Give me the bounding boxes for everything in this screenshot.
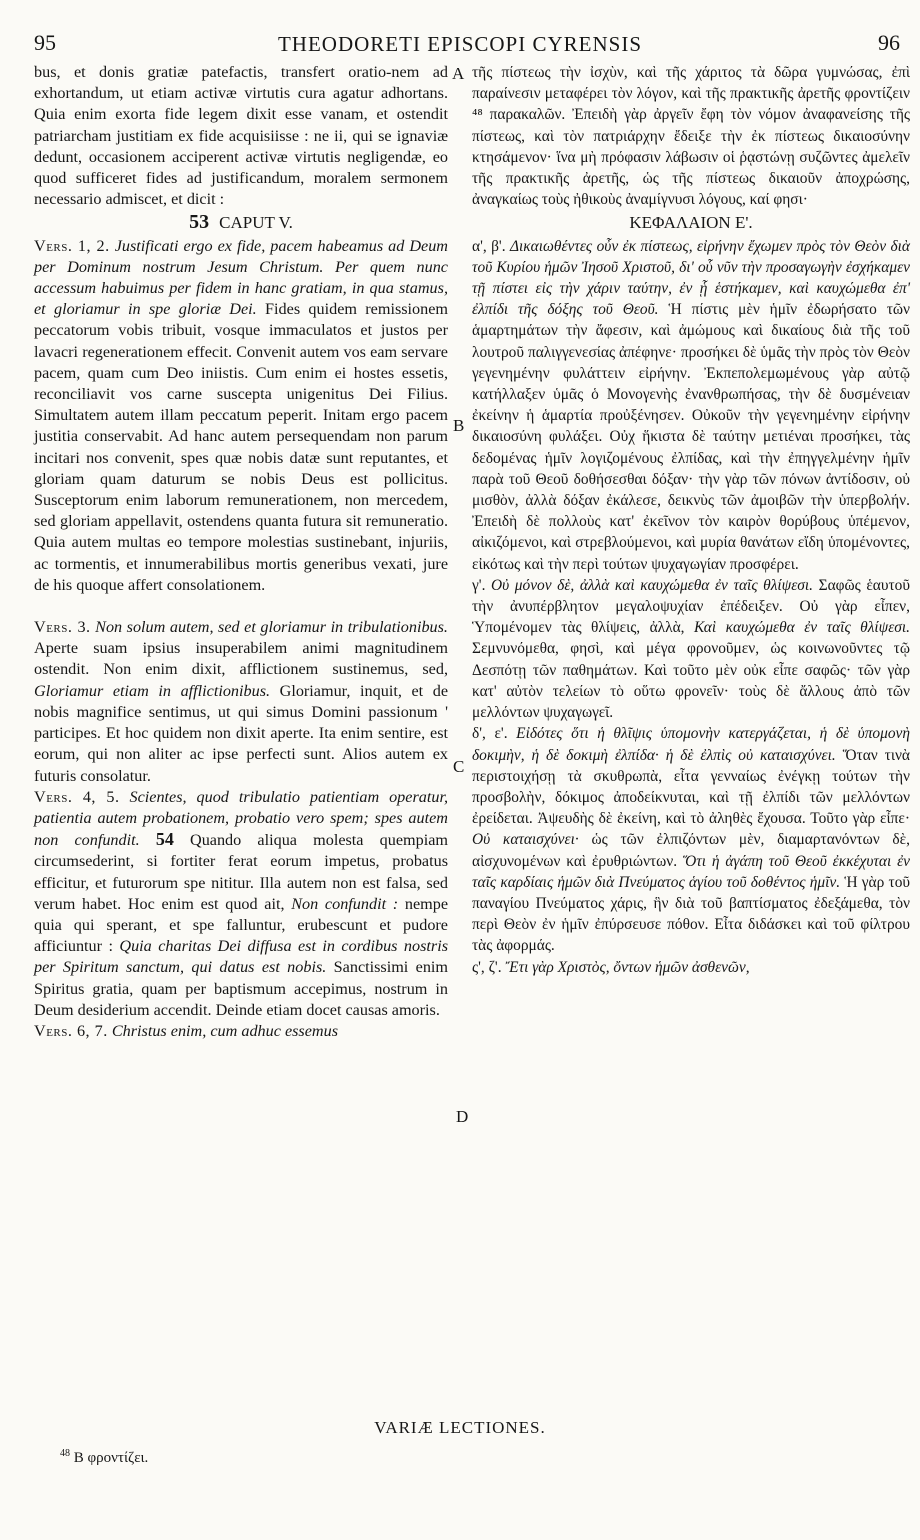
margin-letter-a: A [452,64,465,83]
verse-lemma: Ἔτι γὰρ Χριστὸς, ὄντων ἡμῶν ἀσθενῶν, [505,958,750,976]
commentary-text: Ἡ πίστις μὲν ἡμῖν ἐδωρήσατο τῶν ἁμαρτημάτων τὴν ἄφεσιν, καὶ ἀμώμους καὶ δικαίους διὰ τῆς τοῦ λουτροῦ παλιγγενεσίας ἀπέφηνε· προσήκει δὲ ὑμᾶς τὴν πρὸς τὸν Θεὸν γεγενημένην φυλάττειν εἰρήνην. Ἐκπεπολεμωμένους γὰρ αὐτῷ κατήλλαξεν ὑμᾶς ὁ Μονογενὴς ἐνανθρωπήσας, τὴν δὲ δυσμένειαν ἐκείνην ἡ ἁμαρτία προὐξένησεν. Οὐκοῦν τὴν γεγενημένην εἰρήνην δικαιοσύνη φυλάξει. Οὐχ ἥκιστα δὲ ταύτην μετιέναι προσήκει, τὰς δεδομένας ἡμῖν λογιζομένους ἐλπίδας, καὶ τὴν ἐπηγγελμένην ἡμῖν παρὰ τοῦ Θεοῦ δοθήσεσθαι δόξαν· τὴν γὰρ τῶν πόνων ἀντίδοσιν, οὐ μισθὸν, ἀλλὰ δόξαν ἐκάλεσε, δεικνὺς τῶν ἀμοιβῶν τὴν ὑπερβολήν. Ἐπειδὴ δὲ πολλοὺς κατ' ἐκεῖνον τὸν καιρὸν θορύβους ὑπέμενον, αἰκιζόμενοι, καὶ στρεβλούμενοι, καὶ μυρία θανάτων εἴδη ὑπομένοντες, εἰκότως καὶ τὴν περὶ τούτων ψυχαγωγίαν προσφέρει. [472,301,910,573]
commentary-text: Ἡ γὰρ τοῦ παναγίου Πνεύματος χάρις, ἣν διὰ τοῦ βαπτίσματος ἐδεξάμεθα, τὸν περὶ Θεὸν ἐν ἡμῖν ἐπύρσευσε πόθον. Εἶτα διδάσκει καὶ τοῦ φίλτρου τὰς ἀφορμάς. [472,873,911,955]
verse-label: Vers. 3. [34,618,91,637]
greek-verse-6-7 [472,957,910,978]
latin-verse-3 [34,617,448,787]
margin-letter-c: C [453,757,465,776]
verse-label: α', β'. [472,237,506,255]
verse-label: γ'. [472,576,486,594]
footnote-text: B φροντίζει. [73,1450,149,1466]
latin-chapter-title: CAPUT V. [219,213,293,233]
verse-label: Vers. 6, 7. [34,1021,108,1040]
latin-verse-1-2 [34,236,448,596]
column-number-53: 53 [189,211,210,234]
latin-verse-4-5 [34,787,448,1021]
commentary-text: Gloriamur, inquit, et de nobis magnifice sentimus, ut qui simus Domini passionum ' participes. Et hoc quidem non dixit aperte. Ita enim sentire, est eorum, qui non aliter ac ipse perfecti sunt. Alios autem ex futuris consolatur. [34,681,449,785]
commentary-text: Σαφῶς ἑαυτοῦ τὴν ἀνυπέρβλητον μεγαλοψυχίαν ἐπέδειξεν. Οὐ γὰρ εἶπεν, Ὑπομένομεν τὰς θλίψεις, ἀλλὰ, [472,576,910,637]
verse-lemma: Justificati ergo ex fide, pacem habeamus ad Deum per Dominum nostrum Jesum Christum. Per quem nunc accessum habuimus per fidem in hanc gratiam, in qua stamus, et gloriamur in spe gloriæ Dei. [34,236,448,319]
commentary-text: Aperte suam ipsius insuperabilem animi magnitudinem ostendit. Non enim dixit, afflictionem sustinemus, sed, [34,639,448,679]
verse-label: Vers. 1, 2. [34,236,110,255]
verse-label: ς', ζ'. [472,958,502,976]
commentary-text: Sanctissimi enim Spiritus gratia, quam per baptismum accepimus, nostrum in Deum desiderium accendit. Deinde etiam docet causas amoris. [34,958,449,1019]
latin-chapter-heading [34,212,448,233]
scripture-quote: Gloriamur etiam in afflictionibus. [34,681,271,700]
verse-label: δ', ε'. [472,725,508,743]
scripture-quote: Quia charitas Dei diffusa est in cordibus nostris per Spiritum sanctum, qui datus est nobis. [34,937,448,977]
scripture-quote: Non confundit : [291,894,399,913]
latin-column [34,62,448,1042]
commentary-text: ὡς τῶν ἐλπιζόντων μὲν, διαμαρτανόντων δὲ, αἰσχυνομένων καὶ ἐρυθριώντων. [472,831,910,870]
commentary-text: Σεμνυνόμεθα, φησὶ, καὶ μέγα φρονοῦμεν, ὡς κοινωνοῦντες τῷ Δεσπότῃ τῶν παθημάτων. Καὶ τοῦτο μὲν οὐκ εἶπε σαφῶς· τῶν γὰρ κατ' αὐτὸν τελείων τὸ οὕτω φρονεῖν· τοὺς δὲ ἄλλους ἀπὸ τῶν μελλόντων ψυχαγωγεῖ. [472,640,910,722]
greek-verse-3 [472,575,910,723]
greek-verse-4-5 [472,723,910,956]
running-header [0,30,920,60]
greek-intro: τῆς πίστεως τὴν ἰσχὺν, καὶ τῆς χάριτος τὰ δῶρα γυμνώσας, ἐπὶ παραίνεσιν μεταφέρει τὸν λόγον, καὶ τῆς πρακτικῆς ἀρετῆς φροντίζειν ⁴⁸ παρακαλῶν. Ἐπειδὴ γὰρ ἀργεῖν ἔφη τὸν νόμον ἀναφανείσης τῆς πίστεως, καὶ τὸν πατριάρχην ἔδειξε τὴν ἐκ πίστεως δικαιοσύνην κτησάμενον· ἵνα μὴ πρόφασιν λάβωσιν οἱ ῥᾳστώνῃ συζῶντες ἀμελεῖν τῆς πρακτικῆς ἀρετῆς, ὡς τῆς πίστεως δικαιοῦν ἀποχρώσης, ἀναγκαίως τοὺς ἠθικοὺς ἀναμίγνυσι λόγους, καί φησι· [472,64,910,209]
commentary-text: nempe quia qui sperant, et spe falluntur, erubescunt et pudore afficiuntur : [34,894,449,956]
running-title: THEODORETI EPISCOPI CYRENSIS [277,32,643,56]
scripture-quote: Καὶ καυχώμεθα ἐν ταῖς θλίψεσι. [693,619,910,637]
column-number-54: 54 [155,829,174,850]
margin-letter-b: B [453,416,465,435]
verse-lemma: Non solum autem, sed et gloriamur in tribulationibus. [95,618,448,637]
page-number-left: 95 [34,30,56,55]
latin-verse-6-7 [34,1021,448,1042]
verse-lemma: Scientes, quod tribulatio patientiam operatur, patientia autem probationem, probatio vero spem; spes autem non confundit. [34,787,448,850]
greek-column [472,62,910,978]
verse-lemma: Δικαιωθέντες οὖν ἐκ πίστεως, εἰρήνην ἔχωμεν πρὸς τὸν Θεὸν διὰ τοῦ Κυρίου ἡμῶν Ἰησοῦ Χριστοῦ, δι' οὗ νῦν τὴν προσαγωγὴν ἐσχήκαμεν τῇ πίστει εἰς τὴν χάριν ταύτην, ἐν ᾗ ἑστήκαμεν, καὶ καυχώμεθα ἐπ' ἐλπίδι τῆς δόξης τοῦ Θεοῦ. [472,237,911,319]
greek-verse-1-2 [472,236,910,575]
page-number-right: 96 [878,30,900,55]
scripture-quote: Οὐ καταισχύνει· [472,831,579,849]
verse-lemma: Οὐ μόνον δὲ, ἀλλὰ καὶ καυχώμεθα ἐν ταῖς θλίψεσι. [491,576,814,594]
commentary-text: Quando aliqua molesta quempiam circumsederint, si fortiter ferat eorum impetus, probatus efficitur, et futurorum spe nititur. Illa autem non est falsa, sed verum habet. Hoc enim est quod ait, [34,831,448,913]
margin-letter-d: D [456,1107,469,1126]
verse-lemma: Christus enim, cum adhuc essemus [111,1021,339,1040]
footnote-number: 48 [60,1448,70,1459]
commentary-text: Ὅταν τινὰ περιστοιχήσῃ τὰ σκυθρωπὰ, εἶτα γενναίως ἐνέγκῃ τούτων τὴν προσβολὴν, δόκιμος ἀποδείκνυται, καὶ τῇ ἐλπίδι τῶν μελλόντων ἐρείδεται. Ἀψευδὴς δὲ ἐκείνη, καὶ τὸ ἀληθὲς ἔχουσα. Τοῦτο γὰρ εἶπε· [472,746,910,828]
commentary-text: Fides quidem remissionem peccatorum vobis tribuit, vosque immaculatos et justos per lavacri regenerationem effecit. Convenit autem vos eam servare pacem, quam cum Deo iniistis. Cum enim ei hostes essetis, reconciliavit vos carne suscepta unigenitus Dei Filius. Simultatem autem illam peccatum peperit. Initam ergo pacem justitia conservabit. Ad hanc autem persequendam non parum incitari nos convenit, spes quæ nobis datæ sunt reputantes, et gloriam quam daturum se nobis Deus est pollicitus. Susceptorum enim laborum remunerationem, non mercedem, sed gloriam appellavit, ostendens quanta futura sit remuneratio. Quia autem multas eo tempore molestias sustinebant, injuriis, ac tormentis, et innumerabilibus mortis generibus vexati, jure de his quoque affert consolationem. [34,300,449,594]
latin-intro: bus, et donis gratiæ patefactis, transfert oratio-nem ad exhortandum, ut etiam activæ virtutis cura agatur adhortans. Quia enim exorta fide legem dixit esse vanam, et ostendit patriarcham justitiam ex fide acquisiisse : ne ii, qui se ignaviæ dedunt, occasionem acciperent activæ virtutis negligendæ, eo quod sufficeret fides ad justificandum, moralem sermonem necessario admiscet, et dicit : [34,63,448,209]
footnote [60,1448,148,1467]
scripture-quote: Ὅτι ἡ ἀγάπη τοῦ Θεοῦ ἐκκέχυται ἐν ταῖς καρδίαις ἡμῶν διὰ Πνεύματος ἁγίου τοῦ δοθέντος ἡμῖν. [472,852,910,891]
variae-lectiones-heading: VARIÆ LECTIONES. [374,1418,546,1437]
verse-label: Vers. 4, 5. [34,787,120,806]
greek-chapter-heading: ΚΕΦΑΛΑΙΟΝ Ε'. [629,213,753,233]
verse-lemma: Εἰδότες ὅτι ἡ θλῖψις ὑπομονὴν κατεργάζεται, ἡ δὲ ὑπομονὴ δοκιμὴν, ἡ δὲ δοκιμὴ ἐλπίδα· ἡ δὲ ἐλπὶς οὐ καταισχύνει. [472,725,910,764]
